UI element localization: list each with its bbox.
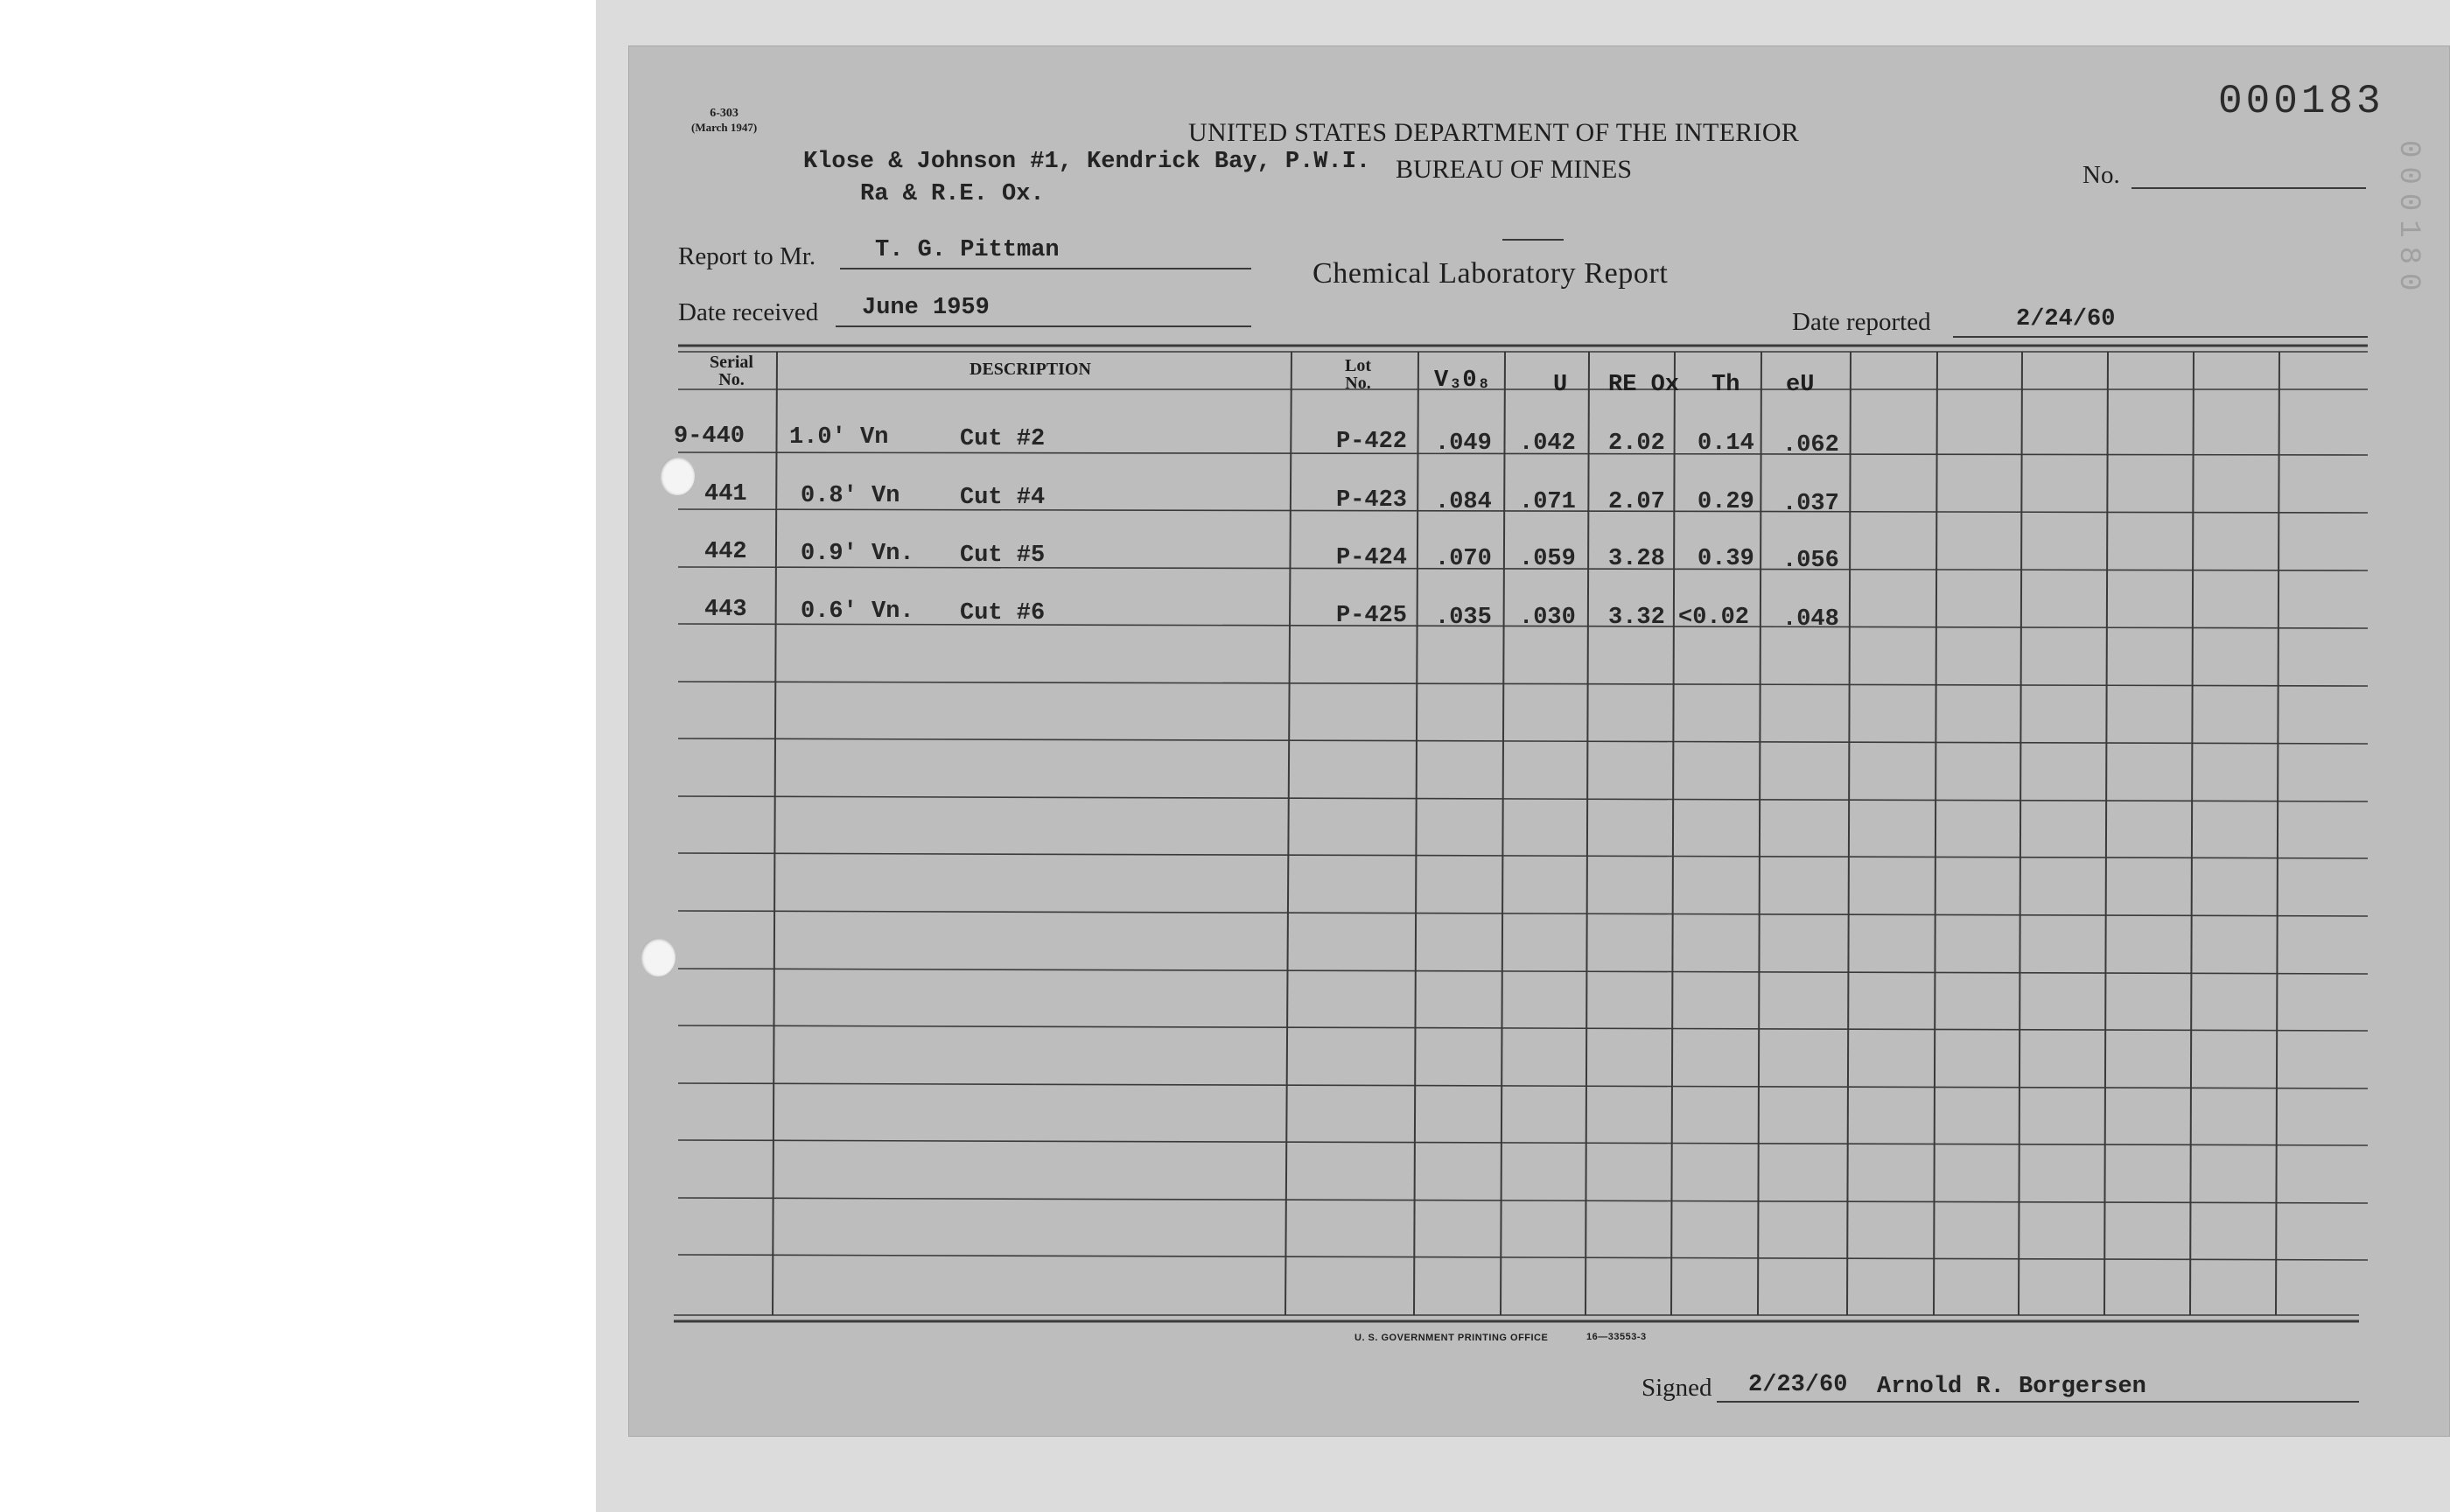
cell-re-ox: 3.32 <box>1608 605 1665 631</box>
date-reported-label: Date reported <box>1792 308 1931 336</box>
signed-date: 2/23/60 <box>1748 1372 1848 1398</box>
cell-cut: Cut #4 <box>960 485 1046 511</box>
cell-lot: P-424 <box>1336 545 1408 571</box>
cell-th: 0.39 <box>1698 546 1754 572</box>
bureau-title: BUREAU OF MINES <box>1396 155 1633 184</box>
sample-location: Klose & Johnson #1, Kendrick Bay, P.W.I. <box>803 149 1371 175</box>
cell-serial: 9-440 <box>674 424 746 450</box>
header-eu: eU <box>1786 372 1815 398</box>
header-lot-line1: Lot <box>1345 356 1371 375</box>
cell-v3o8: .070 <box>1435 546 1492 572</box>
date-received-value: June 1959 <box>862 295 990 321</box>
header-re-ox: RE Ox <box>1608 372 1680 398</box>
faint-document-number: 000180 <box>2391 140 2425 300</box>
cell-u: .059 <box>1519 546 1576 572</box>
header-u: U <box>1553 372 1568 398</box>
cell-th: 0.29 <box>1698 489 1754 515</box>
document-number: 000183 <box>2218 79 2384 124</box>
cell-re-ox: 2.07 <box>1608 489 1665 515</box>
date-reported-value: 2/24/60 <box>2016 306 2116 332</box>
signed-underline <box>1717 1401 2359 1403</box>
cell-serial: 442 <box>704 539 747 565</box>
header-v3o8: V₃0₈ <box>1434 368 1491 394</box>
cell-eu: .056 <box>1782 548 1839 574</box>
header-lot-line2: No. <box>1345 374 1371 393</box>
printer-code: 16—33553-3 <box>1586 1332 1647 1342</box>
cell-length: 1.0' Vn <box>789 424 889 451</box>
cell-v3o8: .049 <box>1435 430 1492 457</box>
form-edition: (March 1947) <box>691 121 758 134</box>
cell-cut: Cut #6 <box>960 600 1046 626</box>
cell-lot: P-422 <box>1336 429 1408 455</box>
cell-re-ox: 3.28 <box>1608 546 1665 572</box>
cell-length: 0.6' Vn. <box>801 598 914 625</box>
cell-th: <0.02 <box>1678 605 1750 631</box>
cell-th: 0.14 <box>1698 430 1754 457</box>
report-to-name: T. G. Pittman <box>875 237 1060 263</box>
cell-eu: .048 <box>1782 606 1839 633</box>
cell-cut: Cut #5 <box>960 542 1046 569</box>
cell-v3o8: .035 <box>1435 605 1492 631</box>
cell-re-ox: 2.02 <box>1608 430 1665 457</box>
header-serial-line1: Serial <box>710 353 753 372</box>
cell-u: .030 <box>1519 605 1576 631</box>
header-description: DESCRIPTION <box>970 360 1091 379</box>
date-received-label: Date received <box>678 298 819 326</box>
report-title: Chemical Laboratory Report <box>1312 257 1669 290</box>
header-th: Th <box>1712 372 1740 398</box>
number-label: No. <box>2082 161 2120 189</box>
signed-by: Arnold R. Borgersen <box>1877 1374 2146 1400</box>
cell-length: 0.8' Vn <box>801 483 900 509</box>
cell-serial: 443 <box>704 597 747 623</box>
printer-line: U. S. GOVERNMENT PRINTING OFFICE <box>1354 1333 1549 1343</box>
cell-v3o8: .084 <box>1435 489 1492 515</box>
cell-serial: 441 <box>704 481 747 508</box>
header-serial-no <box>696 354 766 388</box>
analysis-type: Ra & R.E. Ox. <box>860 181 1045 207</box>
cell-length: 0.9' Vn. <box>801 541 914 567</box>
cell-eu: .062 <box>1782 432 1839 458</box>
department-title: UNITED STATES DEPARTMENT OF THE INTERIOR <box>1188 118 1800 147</box>
header-serial-line2: No. <box>718 370 745 389</box>
cell-cut: Cut #2 <box>960 426 1046 452</box>
cell-u: .071 <box>1519 489 1576 515</box>
header-lot-no <box>1323 357 1393 392</box>
cell-eu: .037 <box>1782 491 1839 517</box>
report-to-label: Report to Mr. <box>678 242 816 270</box>
cell-lot: P-425 <box>1336 603 1408 629</box>
signed-label: Signed <box>1642 1374 1712 1402</box>
cell-u: .042 <box>1519 430 1576 457</box>
form-code-number: 6-303 <box>710 107 738 120</box>
cell-lot: P-423 <box>1336 487 1408 514</box>
